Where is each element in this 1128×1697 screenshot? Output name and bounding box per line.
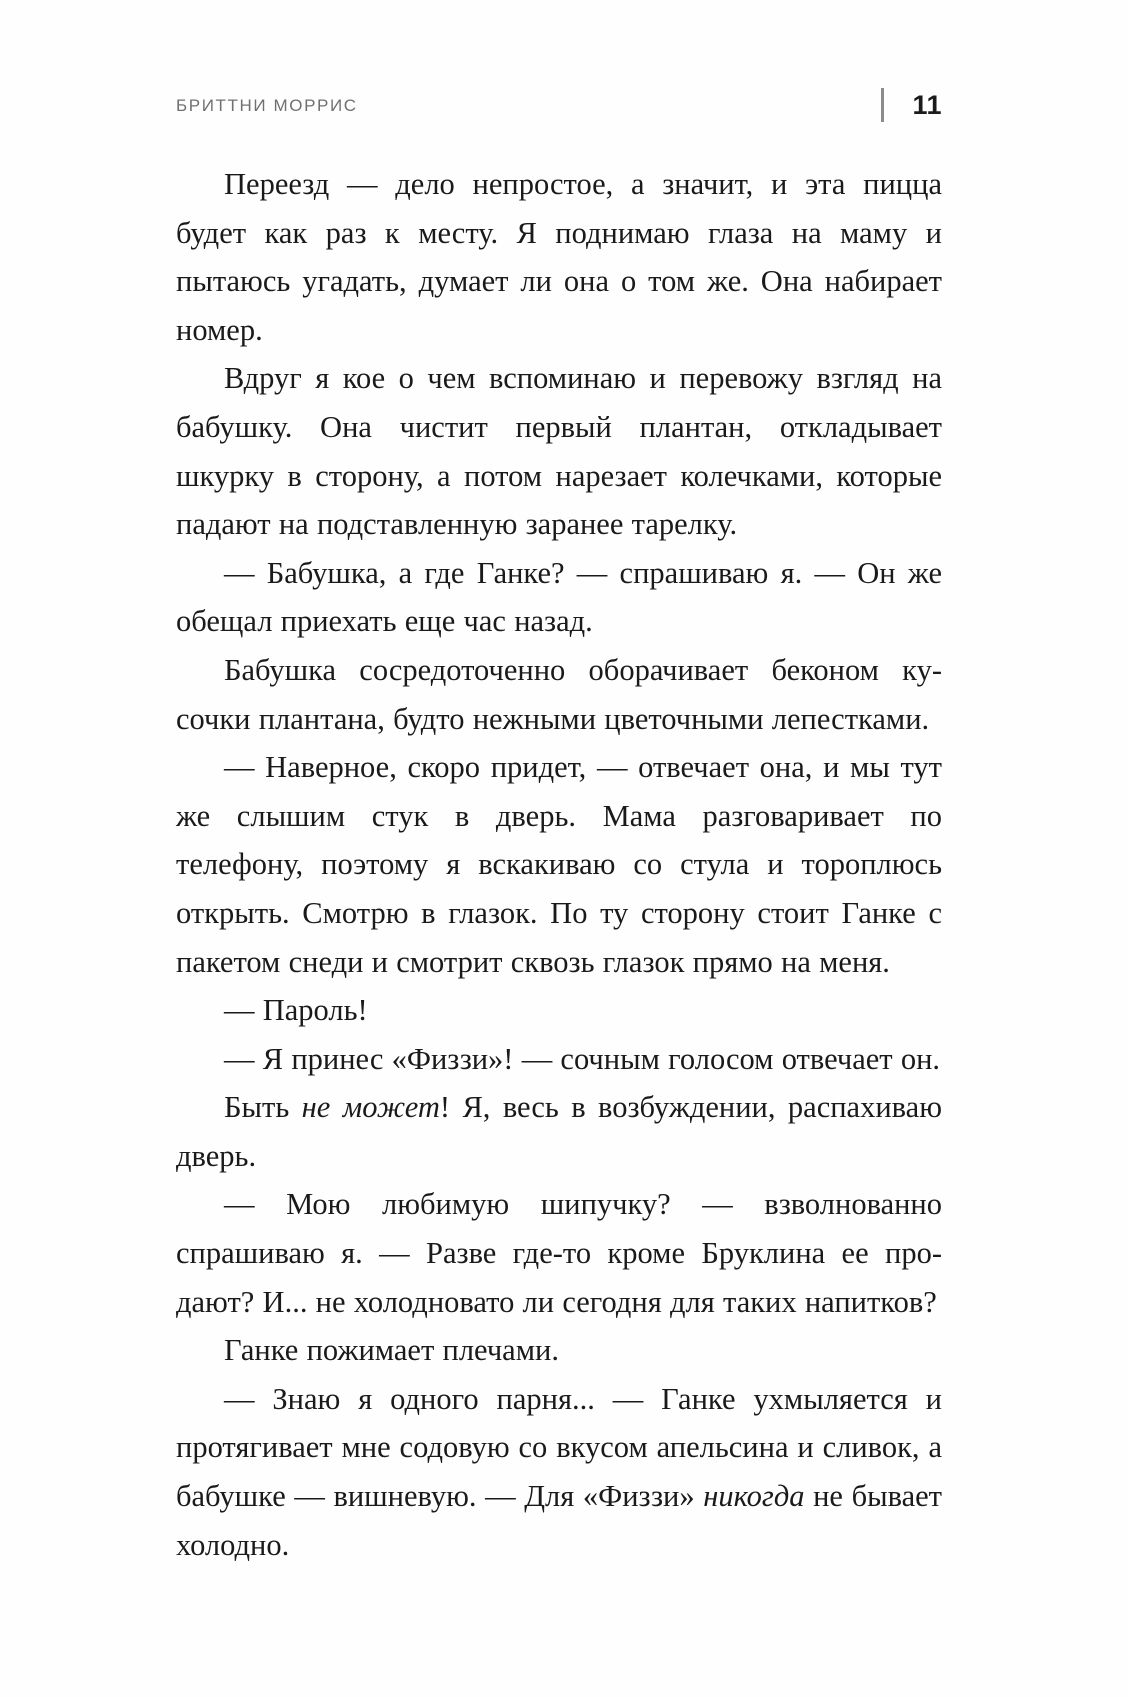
paragraph-with-emphasis <box>176 1083 942 1180</box>
emphasis-text: никогда <box>703 1479 805 1514</box>
paragraph: — Я принес «Физзи»! — сочным голосом отвечает он. <box>224 1041 941 1076</box>
paragraph: — Наверное, скоро придет, — отвечает она, и мы тут же слышим стук в дверь. Мама разговаривает по телефону, поэтому я вскакиваю со стула и тороплюсь открыть. Смотрю в глазок. По ту сторону стоит Ганке с пакетом снеди и смотрит сквозь глазок прямо на меня. <box>176 750 942 979</box>
paragraph-text-before-emphasis: — Знаю я одного парня... — Ганке ухмыляется и протягивает мне содовую со вкусом апельсина и сливок, а бабушке — вишневую. — Для «Физзи» <box>176 1381 942 1514</box>
paragraph: — Мою любимую шипучку? — взволнованно спрашиваю я. — Разве где-то кроме Бруклина ее продают? И... не холодновато ли сегодня для таких напитков? <box>176 1187 942 1319</box>
paragraph: Переезд — дело непростое, а значит, и эта пицца будет как раз к месту. Я поднимаю глаза на маму и пытаюсь угадать, думает ли она о том же. Она набирает номер. <box>176 167 942 347</box>
running-head-author: БРИТТНИ МОРРИС <box>176 95 358 115</box>
emphasis-text: не может <box>301 1090 440 1125</box>
running-head <box>176 84 942 126</box>
vertical-rule-icon <box>881 88 884 122</box>
paragraph: Ганке пожимает плечами. <box>224 1333 559 1368</box>
paragraph-text-after-emphasis: не бывает холодно. <box>176 1479 942 1562</box>
paragraph-text-after-emphasis: ! Я, весь в возбуждении, распахиваю дверь. <box>176 1090 942 1173</box>
paragraph: — Пароль! <box>224 993 368 1028</box>
paragraph-with-emphasis <box>176 1375 942 1569</box>
paragraph: — Бабушка, а где Ганке? — спрашиваю я. — Он же обещал приехать еще час назад. <box>176 555 942 639</box>
page-number: 11 <box>912 89 942 120</box>
paragraph-text-before-emphasis: Быть <box>224 1090 302 1125</box>
paragraph: Бабушка сосредоточенно оборачивает беконом кусочки плантана, будто нежными цветочными лепестками. <box>176 652 942 736</box>
paragraph: Вдруг я кое о чем вспоминаю и перевожу взгляд на бабушку. Она чистит первый плантан, откладывает шкурку в сторону, а потом нарезает колечками, которые падают на подставленную заранее тарелку. <box>176 361 942 542</box>
running-head-folio-group <box>881 88 942 122</box>
body-text-block <box>176 160 942 1569</box>
